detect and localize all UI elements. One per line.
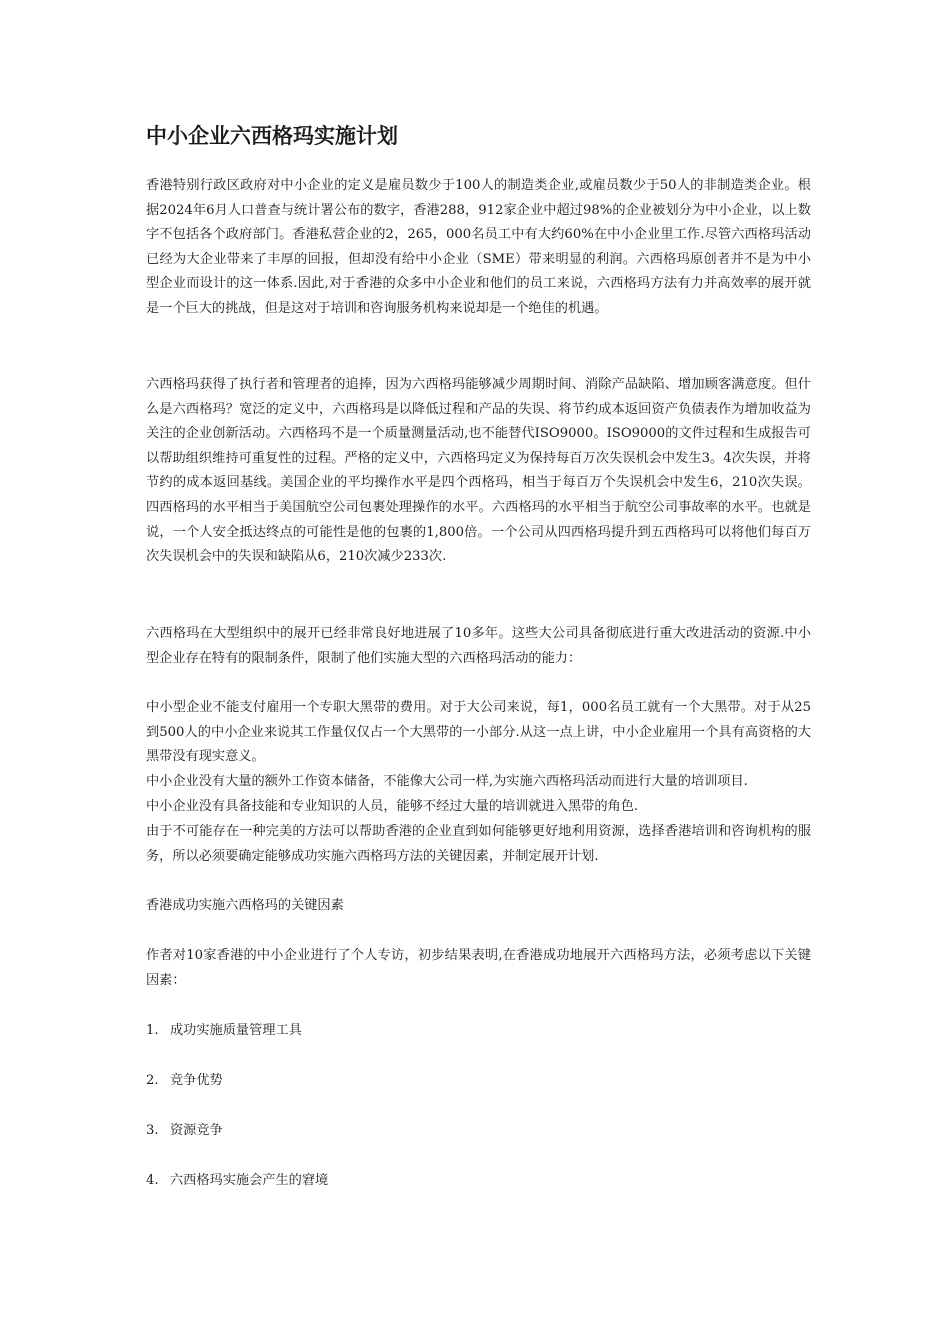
list-item [146, 1069, 223, 1094]
paragraph-key-factors-intro: 由于不可能存在一种完美的方法可以帮助香港的企业直到如何能够更好地利用资源，选择香港培训和咨询机构的服务，所以必须要确定能够成功实施六西格玛方法的关键因素，并制定展开计划. [146, 824, 811, 864]
list-item [146, 1119, 223, 1144]
paragraph-six-sigma-definition: 六西格玛获得了执行者和管理者的追捧，因为六西格玛能够减少周期时间、消除产品缺陷、增加顾客满意度。但什么是六西格玛？宽泛的定义中，六西格玛是以降低过程和产品的失误、将节约成本返回资产负债表作为增加收益为关注的企业创新活动。六西格玛不是一个质量测量活动,也不能替代ISO9000。ISO9000的文件过程和生成报告可以帮助组织维持可重复性的过程。严格的定义中，六西格玛定义为保持每百万次失误机会中发生3。4次失误，并将节约的成本返回基线。美国企业的平均操作水平是四个西格玛，相当于每百万个失误机会中发生6，210次失误。四西格玛的水平相当于美国航空公司包裹处理操作的水平。六西格玛的水平相当于航空公司事故率的水平。也就是说，一个人安全抵达终点的可能性是他的包裹的1,800倍。一个公司从四西格玛提升到五西格玛可以将他们每百万次失误机会中的失误和缺陷从6，210次减少233次. [146, 377, 811, 565]
list-text: 成功实施质量管理工具 [170, 1023, 302, 1038]
section-heading-key-factors: 香港成功实施六西格玛的关键因素 [146, 898, 344, 913]
list-text: 资源竞争 [170, 1123, 223, 1138]
list-number: 2. [146, 1073, 159, 1088]
paragraph-interviews: 作者对10家香港的中小企业进行了个人专访，初步结果表明,在香港成功地展开六西格玛方法，必须考虑以下关键因素： [146, 948, 811, 988]
document-title: 中小企业六西格玛实施计划 [146, 124, 398, 148]
list-text: 六西格玛实施会产生的窘境 [170, 1173, 329, 1188]
list-item [146, 1169, 328, 1194]
list-number: 3. [146, 1123, 159, 1138]
paragraph-skilled-staff: 中小企业没有具备技能和专业知识的人员，能够不经过大量的培训就进入黑带的角色. [146, 799, 639, 814]
paragraph-sme-definition: 香港特别行政区政府对中小企业的定义是雇员数少于100人的制造类企业,或雇员数少于50人的非制造类企业。根据2024年6月人口普查与统计署公布的数字，香港288，912家企业中超过98%的企业被划分为中小企业，以上数字不包括各个政府部门。香港私营企业的2，265，000名员工中有大约60%在中小企业里工作.尽管六西格玛活动已经为大企业带来了丰厚的回报，但却没有给中小企业（SME）带来明显的利润。六西格玛原创者并不是为中小型企业而设计的这一体系.因此,对于香港的众多中小企业和他们的员工来说，六西格玛方法有力并高效率的展开就是一个巨大的挑战，但是这对于培训和咨询服务机构来说却是一个绝佳的机遇。 [146, 178, 811, 316]
list-number: 4. [146, 1173, 159, 1188]
list-item [146, 1019, 302, 1044]
paragraph-capital-reserve: 中小企业没有大量的额外工作资本储备，不能像大公司一样,为实施六西格玛活动而进行大量的培训项目. [146, 774, 748, 789]
paragraph-black-belt-cost: 中小型企业不能支付雇用一个专职大黑带的费用。对于大公司来说，每1，000名员工就有一个大黑带。对于从25到500人的中小企业来说其工作量仅仅占一个大黑带的一小部分.从这一点上讲，中小企业雇用一个具有高资格的大黑带没有现实意义。 [146, 700, 811, 765]
list-number: 1. [146, 1023, 159, 1038]
paragraph-large-organizations: 六西格玛在大型组织中的展开已经非常良好地进展了10多年。这些大公司具备彻底进行重大改进活动的资源.中小型企业存在特有的限制条件，限制了他们实施大型的六西格玛活动的能力： [146, 626, 811, 666]
list-text: 竞争优势 [170, 1073, 223, 1088]
